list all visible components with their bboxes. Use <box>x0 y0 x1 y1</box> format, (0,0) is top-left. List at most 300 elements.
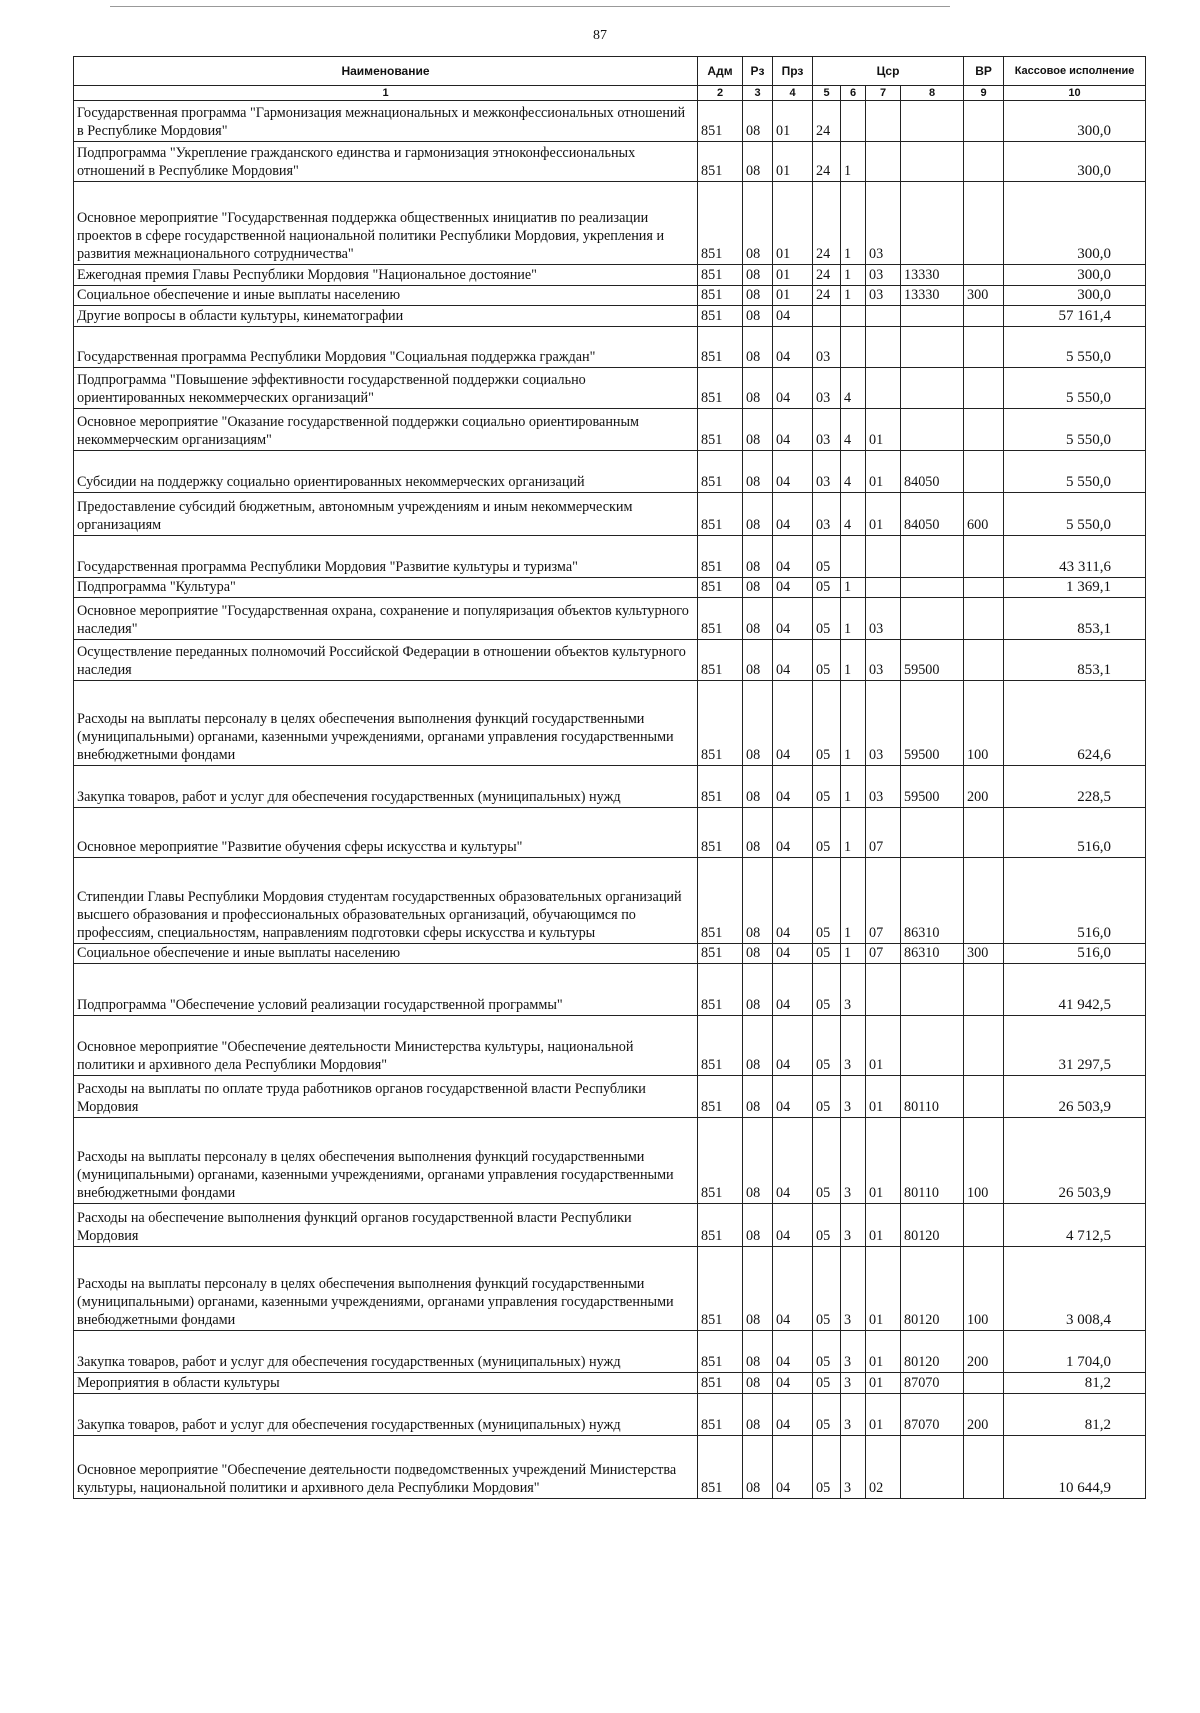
row-csr-direction: 59500 <box>901 640 964 681</box>
row-csr-direction <box>901 409 964 451</box>
row-amount: 228,5 <box>1004 766 1146 808</box>
row-name: Расходы на выплаты персоналу в целях обеспечения выполнения функций государственными (муниципальными) органами, казенными учреждениями, органами управления государственными внебюджетными фондами <box>74 1247 698 1331</box>
row-vr <box>964 1204 1004 1247</box>
row-csr-direction: 87070 <box>901 1394 964 1436</box>
row-csr-program: 05 <box>813 578 841 598</box>
column-number: 4 <box>773 86 813 101</box>
row-csr-subprogram: 3 <box>841 1394 866 1436</box>
column-number: 5 <box>813 86 841 101</box>
header-rz: Рз <box>743 57 773 86</box>
row-csr-event <box>866 142 901 182</box>
row-csr-event: 03 <box>866 286 901 306</box>
row-vr <box>964 306 1004 327</box>
row-rz: 08 <box>743 1118 773 1204</box>
row-adm: 851 <box>698 1204 743 1247</box>
row-prz: 04 <box>773 640 813 681</box>
row-csr-subprogram: 3 <box>841 1331 866 1373</box>
header-row <box>74 57 1146 86</box>
row-rz: 08 <box>743 1247 773 1331</box>
row-csr-program: 05 <box>813 1373 841 1394</box>
row-adm: 851 <box>698 1076 743 1118</box>
row-name: Закупка товаров, работ и услуг для обеспечения государственных (муниципальных) нужд <box>74 766 698 808</box>
row-vr: 200 <box>964 766 1004 808</box>
row-name: Расходы на выплаты персоналу в целях обеспечения выполнения функций государственными (муниципальными) органами, казенными учреждениями, органами управления государственными внебюджетными фондами <box>74 681 698 766</box>
row-csr-subprogram: 1 <box>841 766 866 808</box>
row-prz: 04 <box>773 808 813 858</box>
table-row <box>74 964 1146 1016</box>
row-name: Основное мероприятие "Государственная поддержка общественных инициатив по реализации проектов в сфере государственной национальной политики Республики Мордовия, укрепления и развития межнационального сотрудничества" <box>74 182 698 265</box>
row-csr-subprogram <box>841 536 866 578</box>
table-row <box>74 327 1146 368</box>
row-rz: 08 <box>743 1204 773 1247</box>
row-name: Ежегодная премия Главы Республики Мордовия "Национальное достояние" <box>74 265 698 286</box>
row-amount: 1 369,1 <box>1004 578 1146 598</box>
row-csr-direction: 86310 <box>901 944 964 964</box>
row-name: Мероприятия в области культуры <box>74 1373 698 1394</box>
row-csr-program: 05 <box>813 1076 841 1118</box>
row-vr <box>964 142 1004 182</box>
header-adm: Адм <box>698 57 743 86</box>
budget-table <box>73 56 1146 1499</box>
row-vr <box>964 451 1004 493</box>
row-vr <box>964 536 1004 578</box>
row-rz: 08 <box>743 858 773 944</box>
row-csr-program: 24 <box>813 101 841 142</box>
row-csr-program: 05 <box>813 858 841 944</box>
row-csr-event: 07 <box>866 944 901 964</box>
row-csr-direction <box>901 808 964 858</box>
row-vr: 600 <box>964 493 1004 536</box>
table-row <box>74 182 1146 265</box>
row-adm: 851 <box>698 101 743 142</box>
row-vr: 300 <box>964 286 1004 306</box>
row-csr-program <box>813 306 841 327</box>
row-csr-subprogram: 3 <box>841 1016 866 1076</box>
row-csr-event: 02 <box>866 1436 901 1499</box>
row-name: Подпрограмма "Повышение эффективности государственной поддержки социально ориентированных некоммерческих организаций" <box>74 368 698 409</box>
row-vr <box>964 964 1004 1016</box>
row-csr-program: 05 <box>813 640 841 681</box>
row-rz: 08 <box>743 808 773 858</box>
row-amount: 624,6 <box>1004 681 1146 766</box>
row-csr-direction: 87070 <box>901 1373 964 1394</box>
row-csr-direction: 86310 <box>901 858 964 944</box>
row-csr-program: 24 <box>813 142 841 182</box>
table-row <box>74 409 1146 451</box>
row-prz: 04 <box>773 944 813 964</box>
row-adm: 851 <box>698 536 743 578</box>
row-csr-event: 07 <box>866 858 901 944</box>
row-adm: 851 <box>698 1394 743 1436</box>
row-adm: 851 <box>698 1247 743 1331</box>
row-name: Расходы на обеспечение выполнения функций органов государственной власти Республики Мордовия <box>74 1204 698 1247</box>
row-csr-subprogram: 4 <box>841 409 866 451</box>
row-vr <box>964 1076 1004 1118</box>
row-vr <box>964 368 1004 409</box>
row-prz: 04 <box>773 964 813 1016</box>
row-csr-event <box>866 327 901 368</box>
row-csr-event: 01 <box>866 1118 901 1204</box>
row-csr-event: 07 <box>866 808 901 858</box>
row-vr <box>964 1016 1004 1076</box>
row-amount: 300,0 <box>1004 265 1146 286</box>
row-csr-program: 03 <box>813 368 841 409</box>
row-csr-direction <box>901 536 964 578</box>
row-vr: 100 <box>964 1118 1004 1204</box>
row-rz: 08 <box>743 409 773 451</box>
table-row <box>74 451 1146 493</box>
row-adm: 851 <box>698 1118 743 1204</box>
header-prz: Прз <box>773 57 813 86</box>
row-vr <box>964 808 1004 858</box>
table-row <box>74 808 1146 858</box>
table-row <box>74 766 1146 808</box>
row-vr: 200 <box>964 1394 1004 1436</box>
row-rz: 08 <box>743 1394 773 1436</box>
row-csr-subprogram: 3 <box>841 1373 866 1394</box>
row-adm: 851 <box>698 640 743 681</box>
row-amount: 1 704,0 <box>1004 1331 1146 1373</box>
row-csr-program: 05 <box>813 1331 841 1373</box>
row-prz: 04 <box>773 858 813 944</box>
row-csr-program: 03 <box>813 327 841 368</box>
row-rz: 08 <box>743 493 773 536</box>
row-vr <box>964 1373 1004 1394</box>
table-row <box>74 681 1146 766</box>
row-rz: 08 <box>743 598 773 640</box>
row-amount: 5 550,0 <box>1004 409 1146 451</box>
row-amount: 300,0 <box>1004 101 1146 142</box>
row-amount: 43 311,6 <box>1004 536 1146 578</box>
row-prz: 04 <box>773 1373 813 1394</box>
row-adm: 851 <box>698 142 743 182</box>
row-amount: 3 008,4 <box>1004 1247 1146 1331</box>
row-vr <box>964 182 1004 265</box>
row-rz: 08 <box>743 327 773 368</box>
row-name: Основное мероприятие "Развитие обучения сферы искусства и культуры" <box>74 808 698 858</box>
row-name: Закупка товаров, работ и услуг для обеспечения государственных (муниципальных) нужд <box>74 1331 698 1373</box>
row-name: Стипендии Главы Республики Мордовия студентам государственных образовательных организаций высшего образования и профессиональных образовательных организаций, обучающимся по профессиям, специальностям, направлениям подготовки сферы искусства и культуры <box>74 858 698 944</box>
row-csr-event: 01 <box>866 1331 901 1373</box>
table-row <box>74 536 1146 578</box>
row-rz: 08 <box>743 1331 773 1373</box>
row-adm: 851 <box>698 1436 743 1499</box>
table-row <box>74 1436 1146 1499</box>
column-number: 7 <box>866 86 901 101</box>
row-csr-event: 03 <box>866 681 901 766</box>
row-vr <box>964 327 1004 368</box>
header-csr: Цср <box>813 57 964 86</box>
table-row <box>74 286 1146 306</box>
row-amount: 26 503,9 <box>1004 1076 1146 1118</box>
row-adm: 851 <box>698 286 743 306</box>
row-adm: 851 <box>698 964 743 1016</box>
row-csr-program: 05 <box>813 1016 841 1076</box>
row-csr-direction <box>901 182 964 265</box>
row-csr-direction: 80120 <box>901 1247 964 1331</box>
row-amount: 300,0 <box>1004 182 1146 265</box>
row-name: Осуществление переданных полномочий Российской Федерации в отношении объектов культурного наследия <box>74 640 698 681</box>
row-csr-direction <box>901 306 964 327</box>
row-amount: 300,0 <box>1004 286 1146 306</box>
row-vr <box>964 598 1004 640</box>
row-csr-event: 01 <box>866 1373 901 1394</box>
row-rz: 08 <box>743 142 773 182</box>
row-adm: 851 <box>698 858 743 944</box>
column-number: 6 <box>841 86 866 101</box>
header-kassa: Кассовое исполнение <box>1004 57 1146 86</box>
row-adm: 851 <box>698 944 743 964</box>
row-csr-subprogram: 3 <box>841 964 866 1016</box>
row-csr-event: 01 <box>866 1076 901 1118</box>
row-csr-event: 01 <box>866 1247 901 1331</box>
row-prz: 04 <box>773 1204 813 1247</box>
page-number: 87 <box>593 28 607 43</box>
row-name: Основное мероприятие "Государственная охрана, сохранение и популяризация объектов культурного наследия" <box>74 598 698 640</box>
row-rz: 08 <box>743 578 773 598</box>
row-csr-subprogram: 1 <box>841 944 866 964</box>
row-csr-subprogram: 4 <box>841 368 866 409</box>
row-amount: 853,1 <box>1004 598 1146 640</box>
table-row <box>74 265 1146 286</box>
row-prz: 01 <box>773 286 813 306</box>
row-rz: 08 <box>743 451 773 493</box>
row-adm: 851 <box>698 808 743 858</box>
row-name: Подпрограмма "Укрепление гражданского единства и гармонизация этноконфессиональных отношений в Республике Мордовия" <box>74 142 698 182</box>
row-adm: 851 <box>698 1331 743 1373</box>
row-prz: 04 <box>773 368 813 409</box>
row-name: Государственная программа Республики Мордовия "Развитие культуры и туризма" <box>74 536 698 578</box>
row-csr-subprogram: 1 <box>841 142 866 182</box>
row-csr-program: 05 <box>813 1436 841 1499</box>
row-amount: 5 550,0 <box>1004 451 1146 493</box>
row-amount: 81,2 <box>1004 1373 1146 1394</box>
row-csr-subprogram: 4 <box>841 493 866 536</box>
row-prz: 04 <box>773 451 813 493</box>
row-vr: 100 <box>964 1247 1004 1331</box>
row-csr-subprogram: 1 <box>841 598 866 640</box>
table-row <box>74 1204 1146 1247</box>
table-row <box>74 598 1146 640</box>
column-number: 9 <box>964 86 1004 101</box>
row-csr-program: 05 <box>813 766 841 808</box>
table-row <box>74 578 1146 598</box>
row-adm: 851 <box>698 368 743 409</box>
header-name: Наименование <box>74 57 698 86</box>
row-prz: 04 <box>773 1118 813 1204</box>
row-adm: 851 <box>698 578 743 598</box>
row-vr <box>964 858 1004 944</box>
row-adm: 851 <box>698 598 743 640</box>
row-csr-program: 05 <box>813 681 841 766</box>
column-number: 3 <box>743 86 773 101</box>
row-csr-program: 03 <box>813 451 841 493</box>
row-vr <box>964 640 1004 681</box>
table-row <box>74 368 1146 409</box>
row-rz: 08 <box>743 681 773 766</box>
row-amount: 4 712,5 <box>1004 1204 1146 1247</box>
row-csr-subprogram: 1 <box>841 808 866 858</box>
row-name: Расходы на выплаты по оплате труда работников органов государственной власти Республики Мордовия <box>74 1076 698 1118</box>
row-adm: 851 <box>698 681 743 766</box>
table-row <box>74 1016 1146 1076</box>
row-csr-subprogram <box>841 306 866 327</box>
row-amount: 5 550,0 <box>1004 368 1146 409</box>
row-csr-program: 05 <box>813 964 841 1016</box>
row-rz: 08 <box>743 964 773 1016</box>
row-amount: 26 503,9 <box>1004 1118 1146 1204</box>
row-csr-direction <box>901 142 964 182</box>
row-name: Основное мероприятие "Оказание государственной поддержки социально ориентированным некоммерческим организациям" <box>74 409 698 451</box>
row-prz: 04 <box>773 1436 813 1499</box>
row-csr-direction: 84050 <box>901 493 964 536</box>
row-csr-event <box>866 101 901 142</box>
header-vr: ВР <box>964 57 1004 86</box>
row-name: Расходы на выплаты персоналу в целях обеспечения выполнения функций государственными (муниципальными) органами, казенными учреждениями, органами управления государственными внебюджетными фондами <box>74 1118 698 1204</box>
row-amount: 516,0 <box>1004 858 1146 944</box>
row-csr-subprogram: 1 <box>841 182 866 265</box>
row-prz: 04 <box>773 1394 813 1436</box>
row-csr-subprogram: 3 <box>841 1118 866 1204</box>
column-number: 2 <box>698 86 743 101</box>
row-csr-subprogram: 3 <box>841 1436 866 1499</box>
row-csr-event: 03 <box>866 182 901 265</box>
row-csr-event <box>866 964 901 1016</box>
row-prz: 04 <box>773 1016 813 1076</box>
row-vr: 300 <box>964 944 1004 964</box>
row-csr-program: 05 <box>813 536 841 578</box>
row-prz: 04 <box>773 1076 813 1118</box>
table-row <box>74 944 1146 964</box>
row-csr-event: 03 <box>866 640 901 681</box>
row-rz: 08 <box>743 944 773 964</box>
row-csr-subprogram: 3 <box>841 1247 866 1331</box>
row-prz: 04 <box>773 306 813 327</box>
row-rz: 08 <box>743 1436 773 1499</box>
table-row <box>74 858 1146 944</box>
row-name: Предоставление субсидий бюджетным, автономным учреждениям и иным некоммерческим организациям <box>74 493 698 536</box>
row-csr-subprogram: 4 <box>841 451 866 493</box>
row-rz: 08 <box>743 1016 773 1076</box>
row-csr-program: 03 <box>813 409 841 451</box>
row-amount: 5 550,0 <box>1004 327 1146 368</box>
table-row <box>74 306 1146 327</box>
row-csr-program: 24 <box>813 265 841 286</box>
top-rule <box>110 6 950 7</box>
row-csr-program: 05 <box>813 1118 841 1204</box>
row-vr <box>964 101 1004 142</box>
column-number: 1 <box>74 86 698 101</box>
row-name: Закупка товаров, работ и услуг для обеспечения государственных (муниципальных) нужд <box>74 1394 698 1436</box>
row-csr-event: 03 <box>866 766 901 808</box>
row-csr-direction <box>901 368 964 409</box>
row-adm: 851 <box>698 1016 743 1076</box>
row-csr-event: 01 <box>866 409 901 451</box>
row-csr-subprogram: 3 <box>841 1076 866 1118</box>
table-row <box>74 1247 1146 1331</box>
row-vr: 200 <box>964 1331 1004 1373</box>
row-name: Социальное обеспечение и иные выплаты населению <box>74 286 698 306</box>
row-rz: 08 <box>743 640 773 681</box>
table-row <box>74 101 1146 142</box>
row-csr-event: 01 <box>866 1016 901 1076</box>
row-rz: 08 <box>743 766 773 808</box>
row-csr-direction <box>901 964 964 1016</box>
row-amount: 31 297,5 <box>1004 1016 1146 1076</box>
row-csr-program: 05 <box>813 944 841 964</box>
row-csr-program: 05 <box>813 598 841 640</box>
row-name: Социальное обеспечение и иные выплаты населению <box>74 944 698 964</box>
row-csr-event <box>866 368 901 409</box>
row-amount: 10 644,9 <box>1004 1436 1146 1499</box>
row-adm: 851 <box>698 1373 743 1394</box>
row-prz: 04 <box>773 681 813 766</box>
column-number: 8 <box>901 86 964 101</box>
row-csr-event: 03 <box>866 265 901 286</box>
row-adm: 851 <box>698 766 743 808</box>
row-csr-subprogram <box>841 101 866 142</box>
row-name: Государственная программа Республики Мордовия "Социальная поддержка граждан" <box>74 327 698 368</box>
row-csr-direction <box>901 1016 964 1076</box>
row-name: Основное мероприятие "Обеспечение деятельности Министерства культуры, национальной политики и архивного дела Республики Мордовия" <box>74 1016 698 1076</box>
row-csr-event <box>866 306 901 327</box>
row-csr-subprogram: 1 <box>841 578 866 598</box>
row-csr-event <box>866 578 901 598</box>
row-prz: 04 <box>773 327 813 368</box>
row-csr-event <box>866 536 901 578</box>
row-csr-event: 01 <box>866 1204 901 1247</box>
row-amount: 41 942,5 <box>1004 964 1146 1016</box>
row-csr-program: 05 <box>813 1204 841 1247</box>
row-adm: 851 <box>698 265 743 286</box>
row-csr-event: 03 <box>866 598 901 640</box>
row-vr <box>964 265 1004 286</box>
row-prz: 04 <box>773 1331 813 1373</box>
row-adm: 851 <box>698 327 743 368</box>
row-csr-event: 01 <box>866 1394 901 1436</box>
row-csr-direction <box>901 327 964 368</box>
row-prz: 04 <box>773 1247 813 1331</box>
row-prz: 04 <box>773 493 813 536</box>
row-prz: 04 <box>773 409 813 451</box>
row-csr-direction: 80120 <box>901 1204 964 1247</box>
row-adm: 851 <box>698 493 743 536</box>
row-csr-subprogram: 1 <box>841 858 866 944</box>
row-rz: 08 <box>743 101 773 142</box>
row-name: Другие вопросы в области культуры, кинематографии <box>74 306 698 327</box>
row-adm: 851 <box>698 182 743 265</box>
row-name: Государственная программа "Гармонизация межнациональных и межконфессиональных отношений в Республике Мордовия" <box>74 101 698 142</box>
row-prz: 04 <box>773 598 813 640</box>
row-csr-direction: 13330 <box>901 286 964 306</box>
row-csr-direction: 80110 <box>901 1118 964 1204</box>
table-row <box>74 142 1146 182</box>
row-vr <box>964 409 1004 451</box>
row-adm: 851 <box>698 451 743 493</box>
table-row <box>74 1076 1146 1118</box>
row-csr-subprogram: 1 <box>841 640 866 681</box>
row-rz: 08 <box>743 1373 773 1394</box>
row-rz: 08 <box>743 368 773 409</box>
row-csr-direction <box>901 598 964 640</box>
row-amount: 516,0 <box>1004 944 1146 964</box>
row-csr-subprogram: 1 <box>841 681 866 766</box>
row-csr-event: 01 <box>866 451 901 493</box>
row-prz: 04 <box>773 536 813 578</box>
row-vr <box>964 578 1004 598</box>
row-name: Субсидии на поддержку социально ориентированных некоммерческих организаций <box>74 451 698 493</box>
column-number: 10 <box>1004 86 1146 101</box>
